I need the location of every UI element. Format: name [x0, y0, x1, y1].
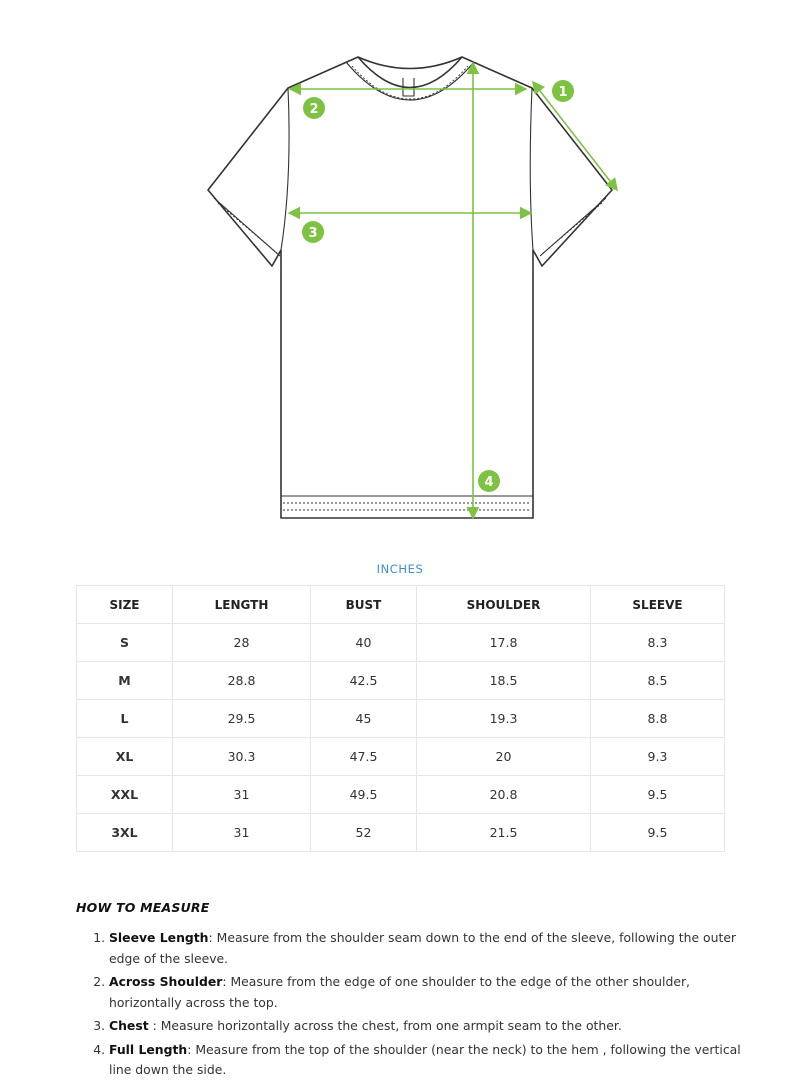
bust-cell: 40: [311, 624, 417, 662]
length-cell: 31: [173, 814, 311, 852]
measure-term: Sleeve Length: [109, 930, 209, 945]
length-cell: 29.5: [173, 700, 311, 738]
table-row: [77, 814, 725, 852]
list-item: [109, 972, 759, 1013]
measure-sep: :: [208, 930, 217, 945]
measure-term: Chest: [109, 1018, 149, 1033]
measurement-lines: [289, 63, 617, 518]
neckline-inner: [358, 57, 462, 88]
size-cell: L: [77, 700, 173, 738]
length-cell: 28: [173, 624, 311, 662]
shoulder-cell: 20: [417, 738, 591, 776]
header-sleeve: SLEEVE: [591, 586, 725, 624]
marker-3-label: 3: [308, 226, 318, 241]
marker-4: [478, 470, 500, 492]
shoulder-cell: 19.3: [417, 700, 591, 738]
measure-text: Measure from the edge of one shoulder to the edge of the other shoulder, horizontally across the top.: [109, 974, 690, 1010]
length-cell: 30.3: [173, 738, 311, 776]
measure-term: Across Shoulder: [109, 974, 223, 989]
size-cell: M: [77, 662, 173, 700]
list-item: [109, 1016, 759, 1037]
measure-sep: :: [187, 1041, 196, 1057]
list-item: [109, 928, 759, 969]
marker-1: [552, 80, 574, 102]
bust-cell: 49.5: [311, 776, 417, 814]
table-header-row: [77, 586, 725, 624]
neckline-stitch: [352, 66, 468, 99]
size-cell: S: [77, 624, 173, 662]
measure-text: Measure from the shoulder seam down to the end of the sleeve, following the outer edge of the sleeve.: [109, 930, 737, 966]
size-cell: 3XL: [77, 814, 173, 852]
list-item: [109, 1040, 759, 1081]
shoulder-cell: 21.5: [417, 814, 591, 852]
unit-caption: INCHES: [376, 562, 424, 576]
bust-cell: 47.5: [311, 738, 417, 776]
marker-4-label: 4: [484, 475, 494, 490]
shoulder-cell: 18.5: [417, 662, 591, 700]
left-armhole-seam: [281, 88, 289, 250]
tshirt-body: [208, 57, 612, 518]
table-row: [77, 738, 725, 776]
size-cell: XL: [77, 738, 173, 776]
table-row: [77, 624, 725, 662]
sleeve-cell: 9.3: [591, 738, 725, 776]
size-cell: XXL: [77, 776, 173, 814]
measure-term: Full Length: [109, 1041, 188, 1057]
tshirt-outline: [208, 57, 612, 518]
bust-cell: 52: [311, 814, 417, 852]
bust-cell: 42.5: [311, 662, 417, 700]
sleeve-cell: 8.8: [591, 700, 725, 738]
measure-sep: :: [222, 974, 231, 989]
table-row: [77, 776, 725, 814]
header-length: LENGTH: [173, 586, 311, 624]
sleeve-cell: 9.5: [591, 776, 725, 814]
table-row: [77, 700, 725, 738]
measure-sep: :: [148, 1018, 161, 1033]
length-cell: 31: [173, 776, 311, 814]
how-to-measure-heading: HOW TO MEASURE: [76, 900, 210, 915]
marker-3: [302, 221, 324, 243]
sleeve-cell: 8.5: [591, 662, 725, 700]
how-to-measure-list: [76, 928, 759, 1084]
table-body: [77, 624, 725, 852]
marker-2-label: 2: [309, 102, 319, 117]
measure-text: Measure from the top of the shoulder (near the neck) to the hem , following the vertical line down the side.: [109, 1041, 741, 1077]
header-size: SIZE: [77, 586, 173, 624]
table-row: [77, 662, 725, 700]
header-bust: BUST: [311, 586, 417, 624]
sleeve-length-line: [533, 82, 617, 190]
length-cell: 28.8: [173, 662, 311, 700]
sleeve-cell: 9.5: [591, 814, 725, 852]
sleeve-cell: 8.3: [591, 624, 725, 662]
right-armhole-seam: [530, 88, 533, 250]
marker-1-label: 1: [558, 85, 568, 100]
header-shoulder: SHOULDER: [417, 586, 591, 624]
bust-cell: 45: [311, 700, 417, 738]
shoulder-cell: 17.8: [417, 624, 591, 662]
shoulder-cell: 20.8: [417, 776, 591, 814]
measure-text: Measure horizontally across the chest, from one armpit seam to the other.: [160, 1018, 622, 1033]
size-chart-table: [76, 585, 725, 852]
marker-2: [303, 97, 325, 119]
